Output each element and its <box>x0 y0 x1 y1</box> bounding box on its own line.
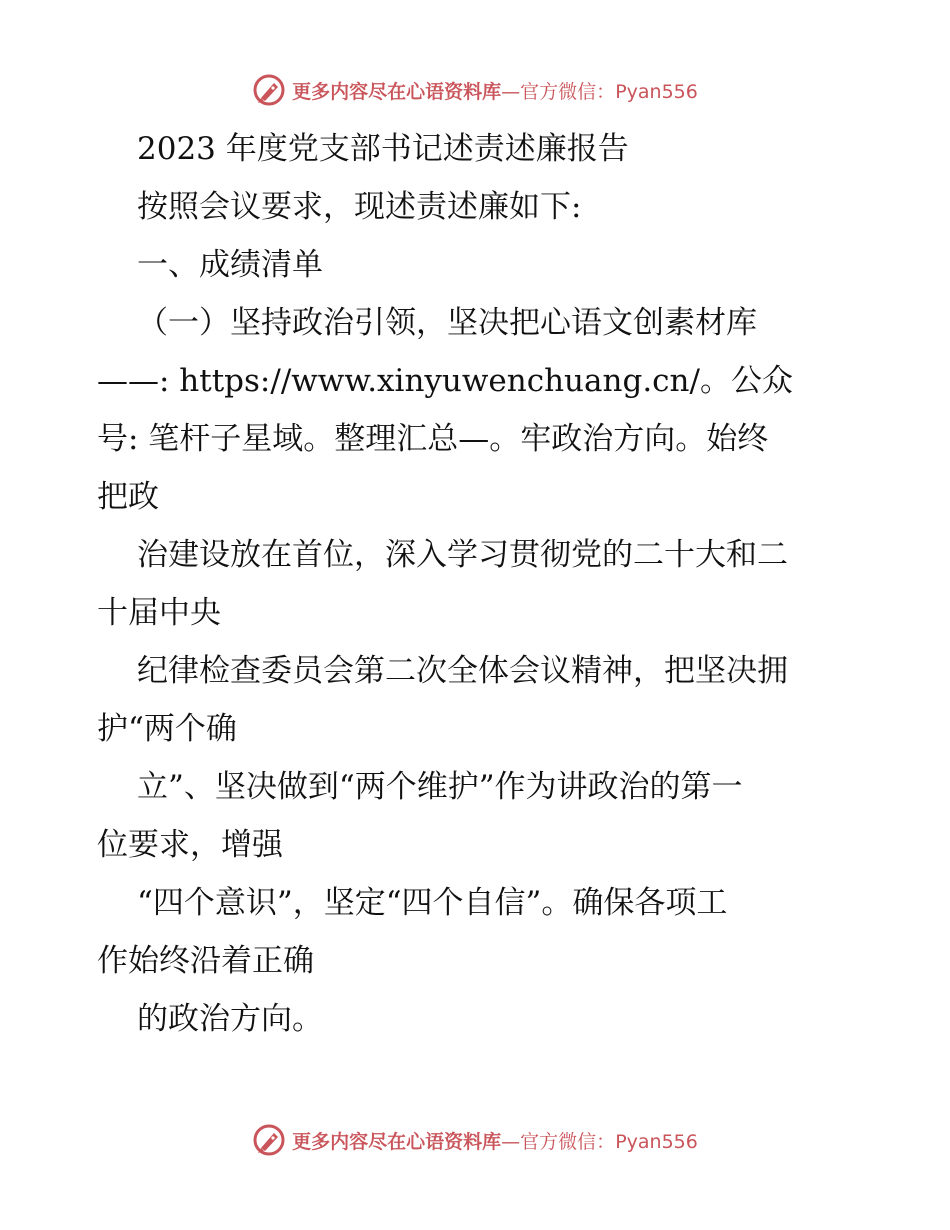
paragraph-line: ——: https://www.xinyuwenchuang.cn/。公众 <box>97 363 793 399</box>
paragraph-line: 治建设放在首位，深入学习贯彻党的二十大和二 <box>137 537 788 573</box>
paragraph-line: 位要求，增强 <box>97 827 283 863</box>
banner-wechat-label: 官方微信： <box>520 1130 616 1153</box>
footer-banner-text <box>292 1127 698 1154</box>
paragraph-line: 护“两个确 <box>97 711 237 747</box>
header-banner <box>0 70 950 110</box>
paragraph-line: 立”、坚决做到“两个维护”作为讲政治的第一 <box>137 769 743 805</box>
banner-main-text: 更多内容尽在心语资料库 <box>292 80 502 103</box>
document-body <box>97 120 857 1048</box>
banner-wechat-id: Pyan556 <box>615 1130 698 1153</box>
header-banner-content <box>252 73 698 107</box>
footer-banner <box>0 1120 950 1160</box>
banner-separator: — <box>501 1130 521 1153</box>
paragraph-line: 十届中央 <box>97 595 221 631</box>
paragraph-line: 作始终沿着正确 <box>97 943 314 979</box>
intro-line: 按照会议要求，现述责述廉如下: <box>137 189 582 225</box>
footer-banner-content <box>252 1123 698 1157</box>
banner-wechat-label: 官方微信： <box>520 80 616 103</box>
paragraph-line: 纪律检查委员会第二次全体会议精神，把坚决拥 <box>137 653 788 689</box>
paragraph-line: 号: 笔杆子星域。整理汇总—。牢政治方向。始终 <box>97 421 769 457</box>
paragraph-line: 把政 <box>97 479 159 515</box>
subsection-heading: （一）坚持政治引领，坚决把心语文创素材库 <box>137 305 757 341</box>
header-banner-text <box>292 77 698 104</box>
paragraph-line: 的政治方向。 <box>137 1001 323 1037</box>
pen-nib-logo-icon <box>252 1123 286 1157</box>
section-heading: 一、成绩清单 <box>137 247 323 283</box>
banner-wechat-id: Pyan556 <box>615 80 698 103</box>
banner-main-text: 更多内容尽在心语资料库 <box>292 1130 502 1153</box>
pen-nib-logo-icon <box>252 73 286 107</box>
document-title: 2023 年度党支部书记述责述廉报告 <box>137 131 629 167</box>
paragraph-line: “四个意识”，坚定“四个自信”。确保各项工 <box>137 885 728 921</box>
banner-separator: — <box>501 80 521 103</box>
